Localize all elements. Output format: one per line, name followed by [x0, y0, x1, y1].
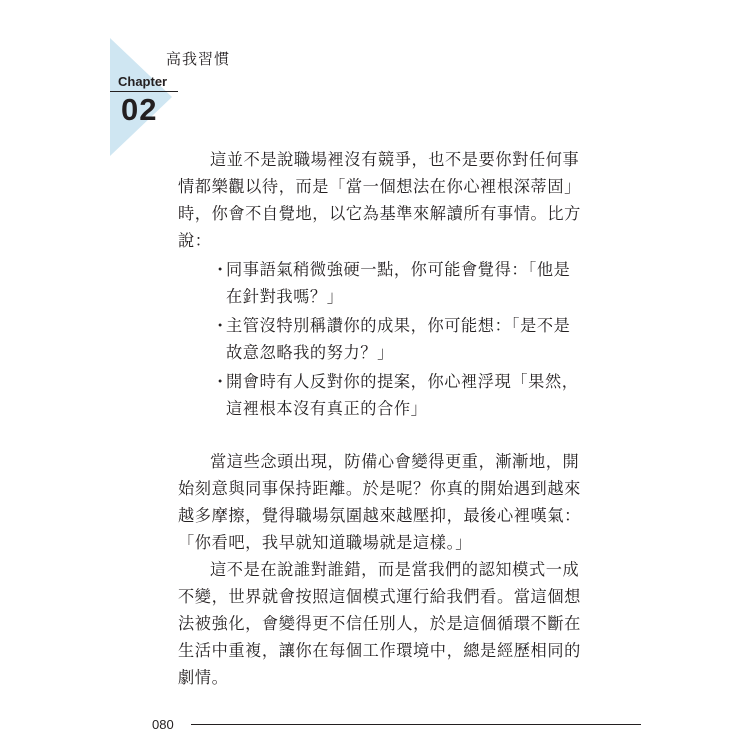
chapter-number: 02 [121, 92, 158, 127]
footer-divider [191, 724, 641, 725]
paragraph-2-line-1: 當這些念頭出現，防備心會變得更重，漸漸地，開 [210, 452, 580, 471]
list-item [178, 256, 571, 310]
paragraph-1-line-1: 這並不是說職場裡沒有競爭，也不是要你對任何事 [210, 150, 580, 169]
paragraph-3-line-5: 劇情。 [178, 668, 229, 687]
list-item-line: 開會時有人反對你的提案，你心裡浮現「果然， [226, 372, 579, 391]
paragraph-3-line-2: 不變，世界就會按照這個模式運行給我們看。當這個想 [178, 587, 581, 606]
list-item [178, 368, 579, 422]
example-list [178, 256, 579, 422]
list-item-line: 同事語氣稍微強硬一點，你可能會覺得：「他是 [226, 260, 571, 279]
list-item-line: 這裡根本沒有真正的合作」 [226, 399, 428, 418]
paragraph-2-line-2: 始刻意與同事保持距離。於是呢？你真的開始遇到越來 [178, 479, 581, 498]
paragraph-1-line-3: 時，你會不自覺地，以它為基準來解讀所有事情。比方 [178, 204, 581, 223]
paragraph-1-line-4: 說： [178, 231, 212, 250]
paragraph-2-line-3: 越多摩擦，覺得職場氛圍越來越壓抑，最後心裡嘆氣： [178, 506, 581, 525]
list-item-line: 故意忽略我的努力？」 [226, 343, 394, 362]
list-item-line: 主管沒特別稱讚你的成果，你可能想：「是不是 [226, 316, 571, 335]
bullet-dot-icon: ・ [212, 260, 229, 279]
paragraph-2-line-4: 「你看吧，我早就知道職場就是這樣。」 [178, 533, 473, 552]
paragraph-1-line-2: 情都樂觀以待，而是「當一個想法在你心裡根深蒂固」 [178, 177, 581, 196]
paragraph-3-line-1: 這不是在說誰對誰錯，而是當我們的認知模式一成 [210, 560, 580, 579]
list-item [178, 312, 571, 366]
body-text [178, 146, 581, 691]
chapter-label: Chapter [118, 74, 168, 89]
bullet-dot-icon: ・ [212, 372, 229, 391]
book-title: 高我習慣 [166, 50, 231, 68]
page-number: 080 [152, 717, 174, 732]
list-item-line: 在針對我嗎？」 [226, 287, 344, 306]
paragraph-3-line-4: 生活中重複，讓你在每個工作環境中，總是經歷相同的 [178, 641, 581, 660]
bullet-dot-icon: ・ [212, 316, 229, 335]
paragraph-3-line-3: 法被強化，會變得更不信任別人，於是這個循環不斷在 [178, 614, 581, 633]
